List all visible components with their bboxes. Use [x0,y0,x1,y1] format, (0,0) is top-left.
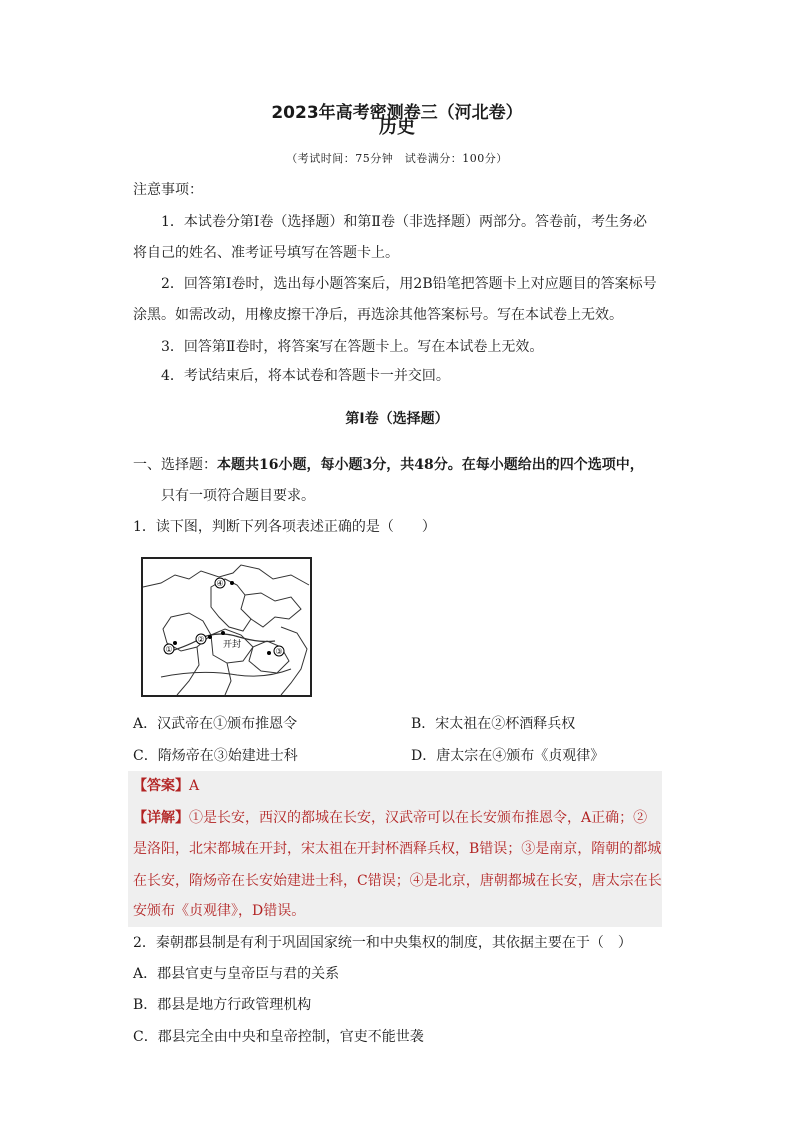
map-dot-2 [208,635,212,639]
answer-value: A [189,778,200,794]
section-intro-prefix: 一、选择题： [133,457,217,473]
map-frame [142,558,311,696]
question-1-stem: 1．读下图，判断下列各项表述正确的是（ ） [133,519,436,535]
notice-item-4: 4．考试结束后，将本试卷和答题卡一并交回。 [161,368,450,384]
map-marker-2: ② [197,635,205,644]
question-2-option-c: C．郡县完全由中央和皇帝控制，官吏不能世袭 [133,1029,424,1045]
map-marker-1: ① [165,645,173,654]
china-map-figure [141,557,312,697]
notice-item-1-line-1: 1．本试卷分第Ⅰ卷（选择题）和第Ⅱ卷（非选择题）两部分。答卷前，考生务必 [161,214,647,230]
question-1-option-d: D．唐太宗在④颁布《贞观律》 [411,748,605,764]
map-dot-kaifeng [221,631,225,635]
section-intro-line-1 [133,455,644,475]
map-marker-3: ③ [275,647,283,656]
section-heading: 第Ⅰ卷（选择题） [345,411,449,427]
map-dot-3 [267,651,271,655]
question-2-option-a: A．郡县官吏与皇帝臣与君的关系 [133,966,340,982]
explanation-line-2: 是洛阳，北宋都城在开封，宋太祖在开封杯酒释兵权，B错误；③是南京，隋朝的都城 [133,841,662,857]
map-marker-4: ④ [216,579,224,588]
map-label-kaifeng: 开封 [223,640,242,650]
question-1-option-a: A．汉武帝在①颁布推恩令 [133,716,298,732]
question-2-stem: 2．秦朝郡县制是有利于巩固国家统一和中央集权的制度，其依据主要在于（ ） [133,935,632,951]
explanation-label: 【详解】 [133,810,189,826]
subject-title: 历史 [379,117,415,138]
answer-label: 【答案】 [133,778,189,794]
explanation-line-3: 在长安，隋炀帝在长安始建进士科，C错误；④是北京，唐朝都城在长安，唐太宗在长 [133,873,662,889]
explanation-line-4: 安颁布《贞观律》，D错误。 [133,903,306,919]
explanation-line-1 [133,808,647,828]
notice-item-1-line-2: 将自己的姓名、准考证号填写在答题卡上。 [133,245,399,261]
explanation-text-1: ①是长安，西汉的都城在长安，汉武帝可以在长安颁布推恩令，A正确；② [189,810,648,826]
exam-title: 2023年高考密测卷三（河北卷） [271,103,523,123]
section-intro-bold: 本题共16小题，每小题3分，共48分。在每小题给出的四个选项中， [217,457,644,473]
notice-item-2-line-1: 2．回答第Ⅰ卷时，选出每小题答案后，用2B铅笔把答题卡上对应题目的答案标号 [161,276,657,292]
question-1-option-b: B．宋太祖在②杯酒释兵权 [411,716,576,732]
notice-heading: 注意事项： [133,182,203,198]
notice-item-3: 3．回答第Ⅱ卷时，将答案写在答题卡上。写在本试卷上无效。 [161,339,544,355]
time-info: （考试时间：75分钟 试卷满分：100分） [286,152,508,165]
map-dot-4 [230,581,234,585]
map-dot-1 [173,641,177,645]
answer-line [133,776,199,796]
question-2-option-b: B．郡县是地方行政管理机构 [133,997,312,1013]
question-1-option-c: C．隋炀帝在③始建进士科 [133,748,298,764]
notice-item-2-line-2: 涂黑。如需改动，用橡皮擦干净后，再选涂其他答案标号。写在本试卷上无效。 [133,307,623,323]
section-intro-line-2: 只有一项符合题目要求。 [161,488,315,504]
